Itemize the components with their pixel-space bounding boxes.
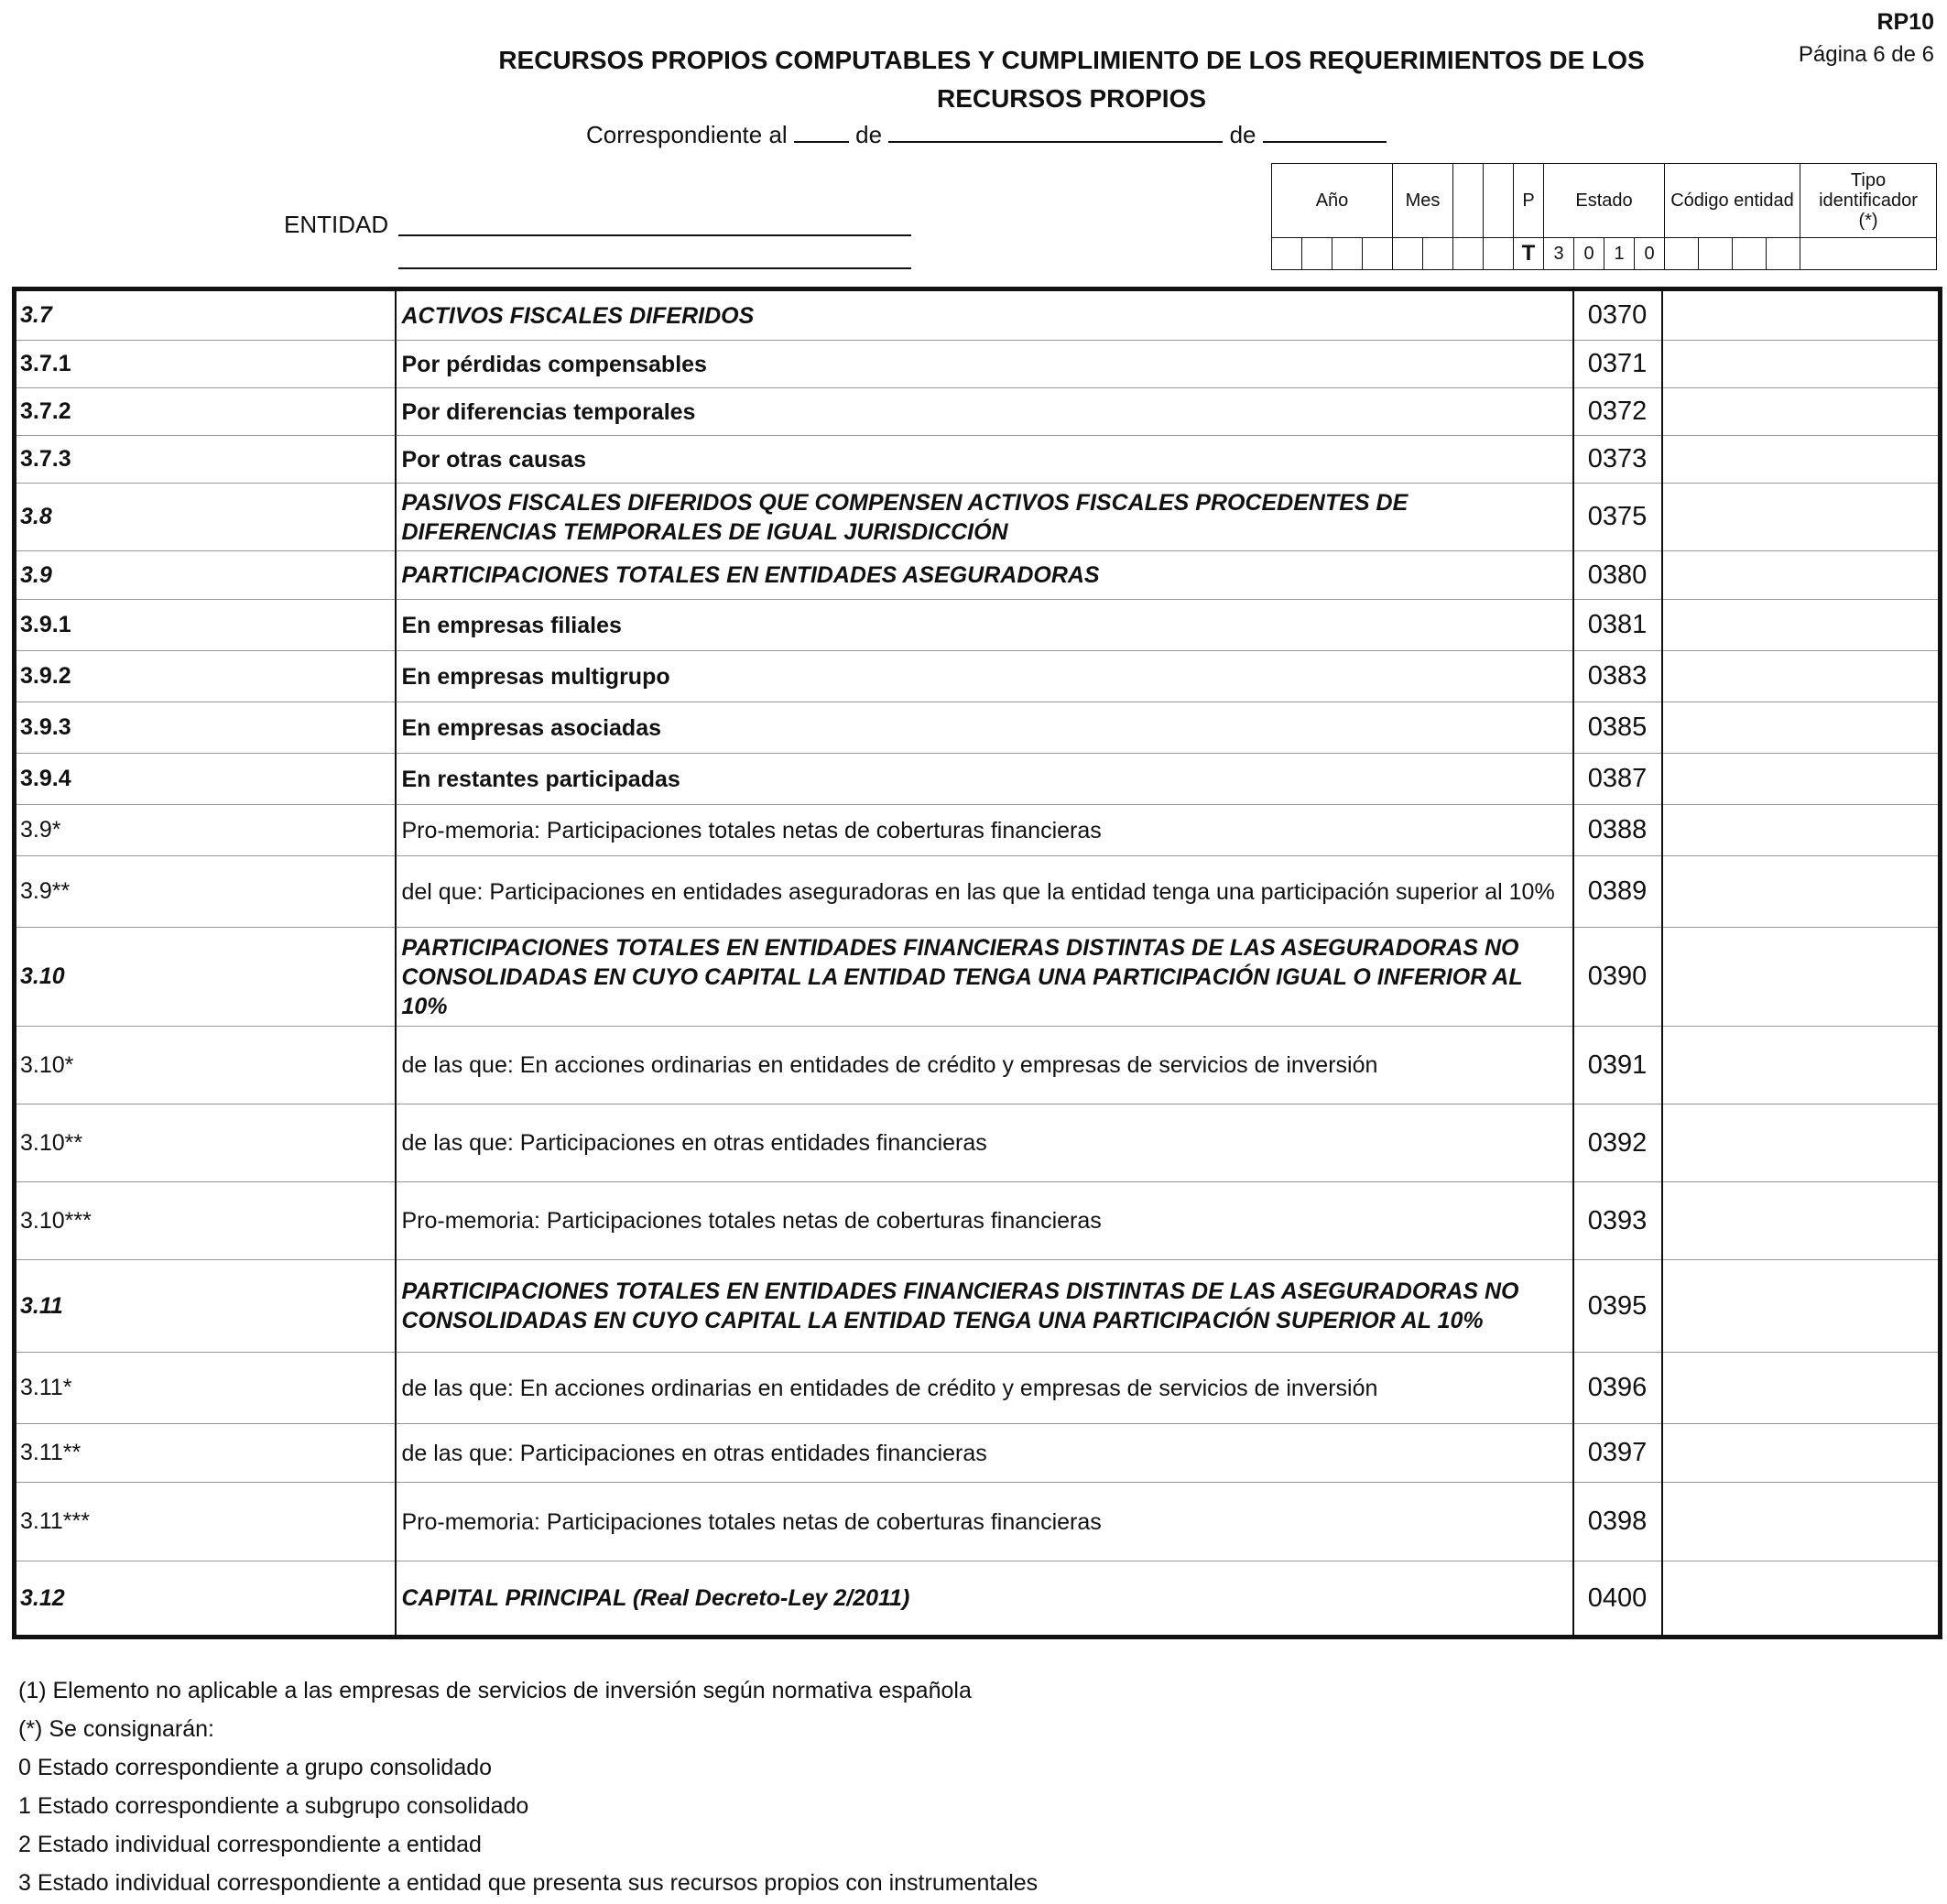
row-code: 0389 [1573,856,1662,928]
year-cell[interactable] [1332,238,1363,270]
table-row [15,1353,1941,1424]
month-cell[interactable] [1393,238,1423,270]
row-number: 3.9.2 [15,651,396,702]
value-cell[interactable] [1662,1027,1941,1104]
year-cell[interactable] [1302,238,1332,270]
row-label: Por diferencias temporales [396,388,1573,436]
period-prefix: Correspondiente al [586,121,788,148]
codigo-entidad-header: Código entidad [1665,164,1800,238]
row-label: ACTIVOS FISCALES DIFERIDOS [396,289,1573,341]
row-code: 0370 [1573,289,1662,341]
table-row [15,702,1941,754]
blank-cell[interactable] [1484,238,1514,270]
row-code: 0385 [1573,702,1662,754]
title-line-1: RECURSOS PROPIOS COMPUTABLES Y CUMPLIMIENTO DE LOS REQUERIMIENTOS DE LOS [498,46,1645,74]
value-cell[interactable] [1662,928,1941,1027]
row-code: 0398 [1573,1483,1662,1561]
row-label: Pro-memoria: Participaciones totales netas de coberturas financieras [396,1483,1573,1561]
entity-field-1[interactable] [398,234,911,236]
row-code: 0383 [1573,651,1662,702]
title-line-2: RECURSOS PROPIOS [936,84,1207,113]
table-row [15,600,1941,651]
month-field[interactable] [888,119,1223,143]
row-number: 3.7.1 [15,341,396,388]
entity-label: ENTIDAD [284,211,389,238]
value-cell[interactable] [1662,436,1941,484]
table-row [15,928,1941,1027]
row-label: de las que: En acciones ordinarias en entidades de crédito y empresas de servicios de inversión [396,1027,1573,1104]
row-code: 0390 [1573,928,1662,1027]
row-label: En restantes participadas [396,754,1573,805]
value-cell[interactable] [1662,1561,1941,1637]
row-number: 3.10* [15,1027,396,1104]
table-row [15,341,1941,388]
period-de-1: de [855,121,883,148]
period-de-2: de [1229,121,1256,148]
day-field[interactable] [794,119,849,143]
row-code: 0388 [1573,805,1662,856]
codigo-entidad-cell[interactable] [1733,238,1767,270]
table-row [15,289,1941,341]
row-number: 3.10*** [15,1182,396,1260]
page-number: Página 6 de 6 [1798,42,1934,67]
period-line [586,119,1387,149]
blank-cell[interactable] [1453,238,1484,270]
row-label: Pro-memoria: Participaciones totales netas de coberturas financieras [396,1182,1573,1260]
row-code: 0391 [1573,1027,1662,1104]
value-cell[interactable] [1662,1483,1941,1561]
table-row [15,551,1941,600]
table-row [15,856,1941,928]
codigo-entidad-cell[interactable] [1665,238,1699,270]
tipo-line-2: identificador [1819,190,1918,211]
row-label: PASIVOS FISCALES DIFERIDOS QUE COMPENSEN ACTIVOS FISCALES PROCEDENTES DE DIFERENCIAS TEMPORALES DE IGUAL JURISDICCIÓN [396,484,1573,551]
table-row [15,754,1941,805]
p-header: P [1514,164,1544,238]
row-code: 0371 [1573,341,1662,388]
table-row [15,1027,1941,1104]
row-code: 0392 [1573,1104,1662,1182]
tipo-line-1: Tipo [1850,170,1887,190]
table-row [15,1182,1941,1260]
row-code: 0372 [1573,388,1662,436]
value-cell[interactable] [1662,1424,1941,1483]
table-row [15,1424,1941,1483]
estado-cell: 0 [1574,238,1604,270]
row-label: del que: Participaciones en entidades aseguradoras en las que la entidad tenga una participación superior al 10% [396,856,1573,928]
row-number: 3.9 [15,551,396,600]
row-label: de las que: Participaciones en otras entidades financieras [396,1424,1573,1483]
row-label: En empresas filiales [396,600,1573,651]
year-cell[interactable] [1363,238,1393,270]
row-label: Pro-memoria: Participaciones totales netas de coberturas financieras [396,805,1573,856]
blank-header-1 [1453,164,1484,238]
entity-field-2[interactable] [398,267,911,269]
table-row [15,805,1941,856]
footnote: 1 Estado correspondiente a subgrupo consolidado [18,1793,529,1819]
row-label: de las que: En acciones ordinarias en entidades de crédito y empresas de servicios de inversión [396,1353,1573,1424]
tipo-line-3: (*) [1858,211,1878,231]
year-field[interactable] [1263,119,1387,143]
footnotes [18,1671,1038,1902]
row-label: PARTICIPACIONES TOTALES EN ENTIDADES FINANCIERAS DISTINTAS DE LAS ASEGURADORAS NO CONSOLIDADAS EN CUYO CAPITAL LA ENTIDAD TENGA UNA PARTICIPACIÓN IGUAL O INFERIOR AL 10% [396,928,1573,1027]
row-code: 0380 [1573,551,1662,600]
footnote: 0 Estado correspondiente a grupo consolidado [18,1755,493,1780]
page-title [385,41,1758,118]
year-cell[interactable] [1272,238,1302,270]
estado-cell: 3 [1544,238,1574,270]
table-row [15,1104,1941,1182]
table-row [15,1260,1941,1353]
footnote: 3 Estado individual correspondiente a entidad que presenta sus recursos propios con instrumentales [18,1870,1039,1896]
row-number: 3.11 [15,1260,396,1353]
value-cell[interactable] [1662,856,1941,928]
row-label: Por otras causas [396,436,1573,484]
value-cell[interactable] [1662,289,1941,341]
value-cell[interactable] [1662,388,1941,436]
value-cell[interactable] [1662,1104,1941,1182]
value-cell[interactable] [1662,702,1941,754]
footnote: (*) Se consignarán: [18,1716,215,1742]
row-number: 3.9.4 [15,754,396,805]
tipo-identificador-cell[interactable] [1800,238,1937,270]
row-label: En empresas multigrupo [396,651,1573,702]
row-number: 3.9* [15,805,396,856]
value-cell[interactable] [1662,1260,1941,1353]
table-row [15,651,1941,702]
row-number: 3.9** [15,856,396,928]
row-number: 3.11** [15,1424,396,1483]
year-header: Año [1272,164,1393,238]
value-cell[interactable] [1662,754,1941,805]
p-cell: T [1514,238,1544,270]
table-row [15,436,1941,484]
value-cell[interactable] [1662,600,1941,651]
row-label: En empresas asociadas [396,702,1573,754]
form-code: RP10 [1876,9,1934,35]
row-number: 3.10** [15,1104,396,1182]
row-number: 3.10 [15,928,396,1027]
row-number: 3.7 [15,289,396,341]
row-code: 0375 [1573,484,1662,551]
row-label: PARTICIPACIONES TOTALES EN ENTIDADES FINANCIERAS DISTINTAS DE LAS ASEGURADORAS NO CONSOLIDADAS EN CUYO CAPITAL LA ENTIDAD TENGA UNA PARTICIPACIÓN SUPERIOR AL 10% [396,1260,1573,1353]
value-cell[interactable] [1662,1182,1941,1260]
value-cell[interactable] [1662,551,1941,600]
row-code: 0400 [1573,1561,1662,1637]
estado-header: Estado [1544,164,1665,238]
row-label: PARTICIPACIONES TOTALES EN ENTIDADES ASEGURADORAS [396,551,1573,600]
row-number: 3.12 [15,1561,396,1637]
footnote: 2 Estado individual correspondiente a entidad [18,1832,482,1857]
row-number: 3.11*** [15,1483,396,1561]
value-cell[interactable] [1662,1353,1941,1424]
codigo-entidad-cell[interactable] [1767,238,1800,270]
table-row [15,388,1941,436]
footnote: (1) Elemento no aplicable a las empresas de servicios de inversión según normativa española [18,1678,972,1703]
estado-cell: 0 [1635,238,1665,270]
blank-header-2 [1484,164,1514,238]
value-cell[interactable] [1662,651,1941,702]
table-row [15,484,1941,551]
row-code: 0397 [1573,1424,1662,1483]
month-cell[interactable] [1423,238,1453,270]
estado-cell: 1 [1604,238,1635,270]
row-code: 0393 [1573,1182,1662,1260]
row-label: Por pérdidas compensables [396,341,1573,388]
row-number: 3.7.3 [15,436,396,484]
row-code: 0396 [1573,1353,1662,1424]
table-row [15,1561,1941,1637]
month-header: Mes [1393,164,1453,238]
row-number: 3.8 [15,484,396,551]
row-label: CAPITAL PRINCIPAL (Real Decreto-Ley 2/2011) [396,1561,1573,1637]
row-code: 0395 [1573,1260,1662,1353]
tipo-identificador-header [1800,164,1937,238]
row-number: 3.9.3 [15,702,396,754]
main-table [12,287,1942,1639]
row-code: 0387 [1573,754,1662,805]
codigo-entidad-cell[interactable] [1699,238,1733,270]
value-cell[interactable] [1662,341,1941,388]
row-number: 3.9.1 [15,600,396,651]
value-cell[interactable] [1662,805,1941,856]
row-label: de las que: Participaciones en otras entidades financieras [396,1104,1573,1182]
row-code: 0373 [1573,436,1662,484]
row-number: 3.7.2 [15,388,396,436]
row-code: 0381 [1573,600,1662,651]
code-grid [1271,163,1937,270]
row-number: 3.11* [15,1353,396,1424]
table-row [15,1483,1941,1561]
value-cell[interactable] [1662,484,1941,551]
